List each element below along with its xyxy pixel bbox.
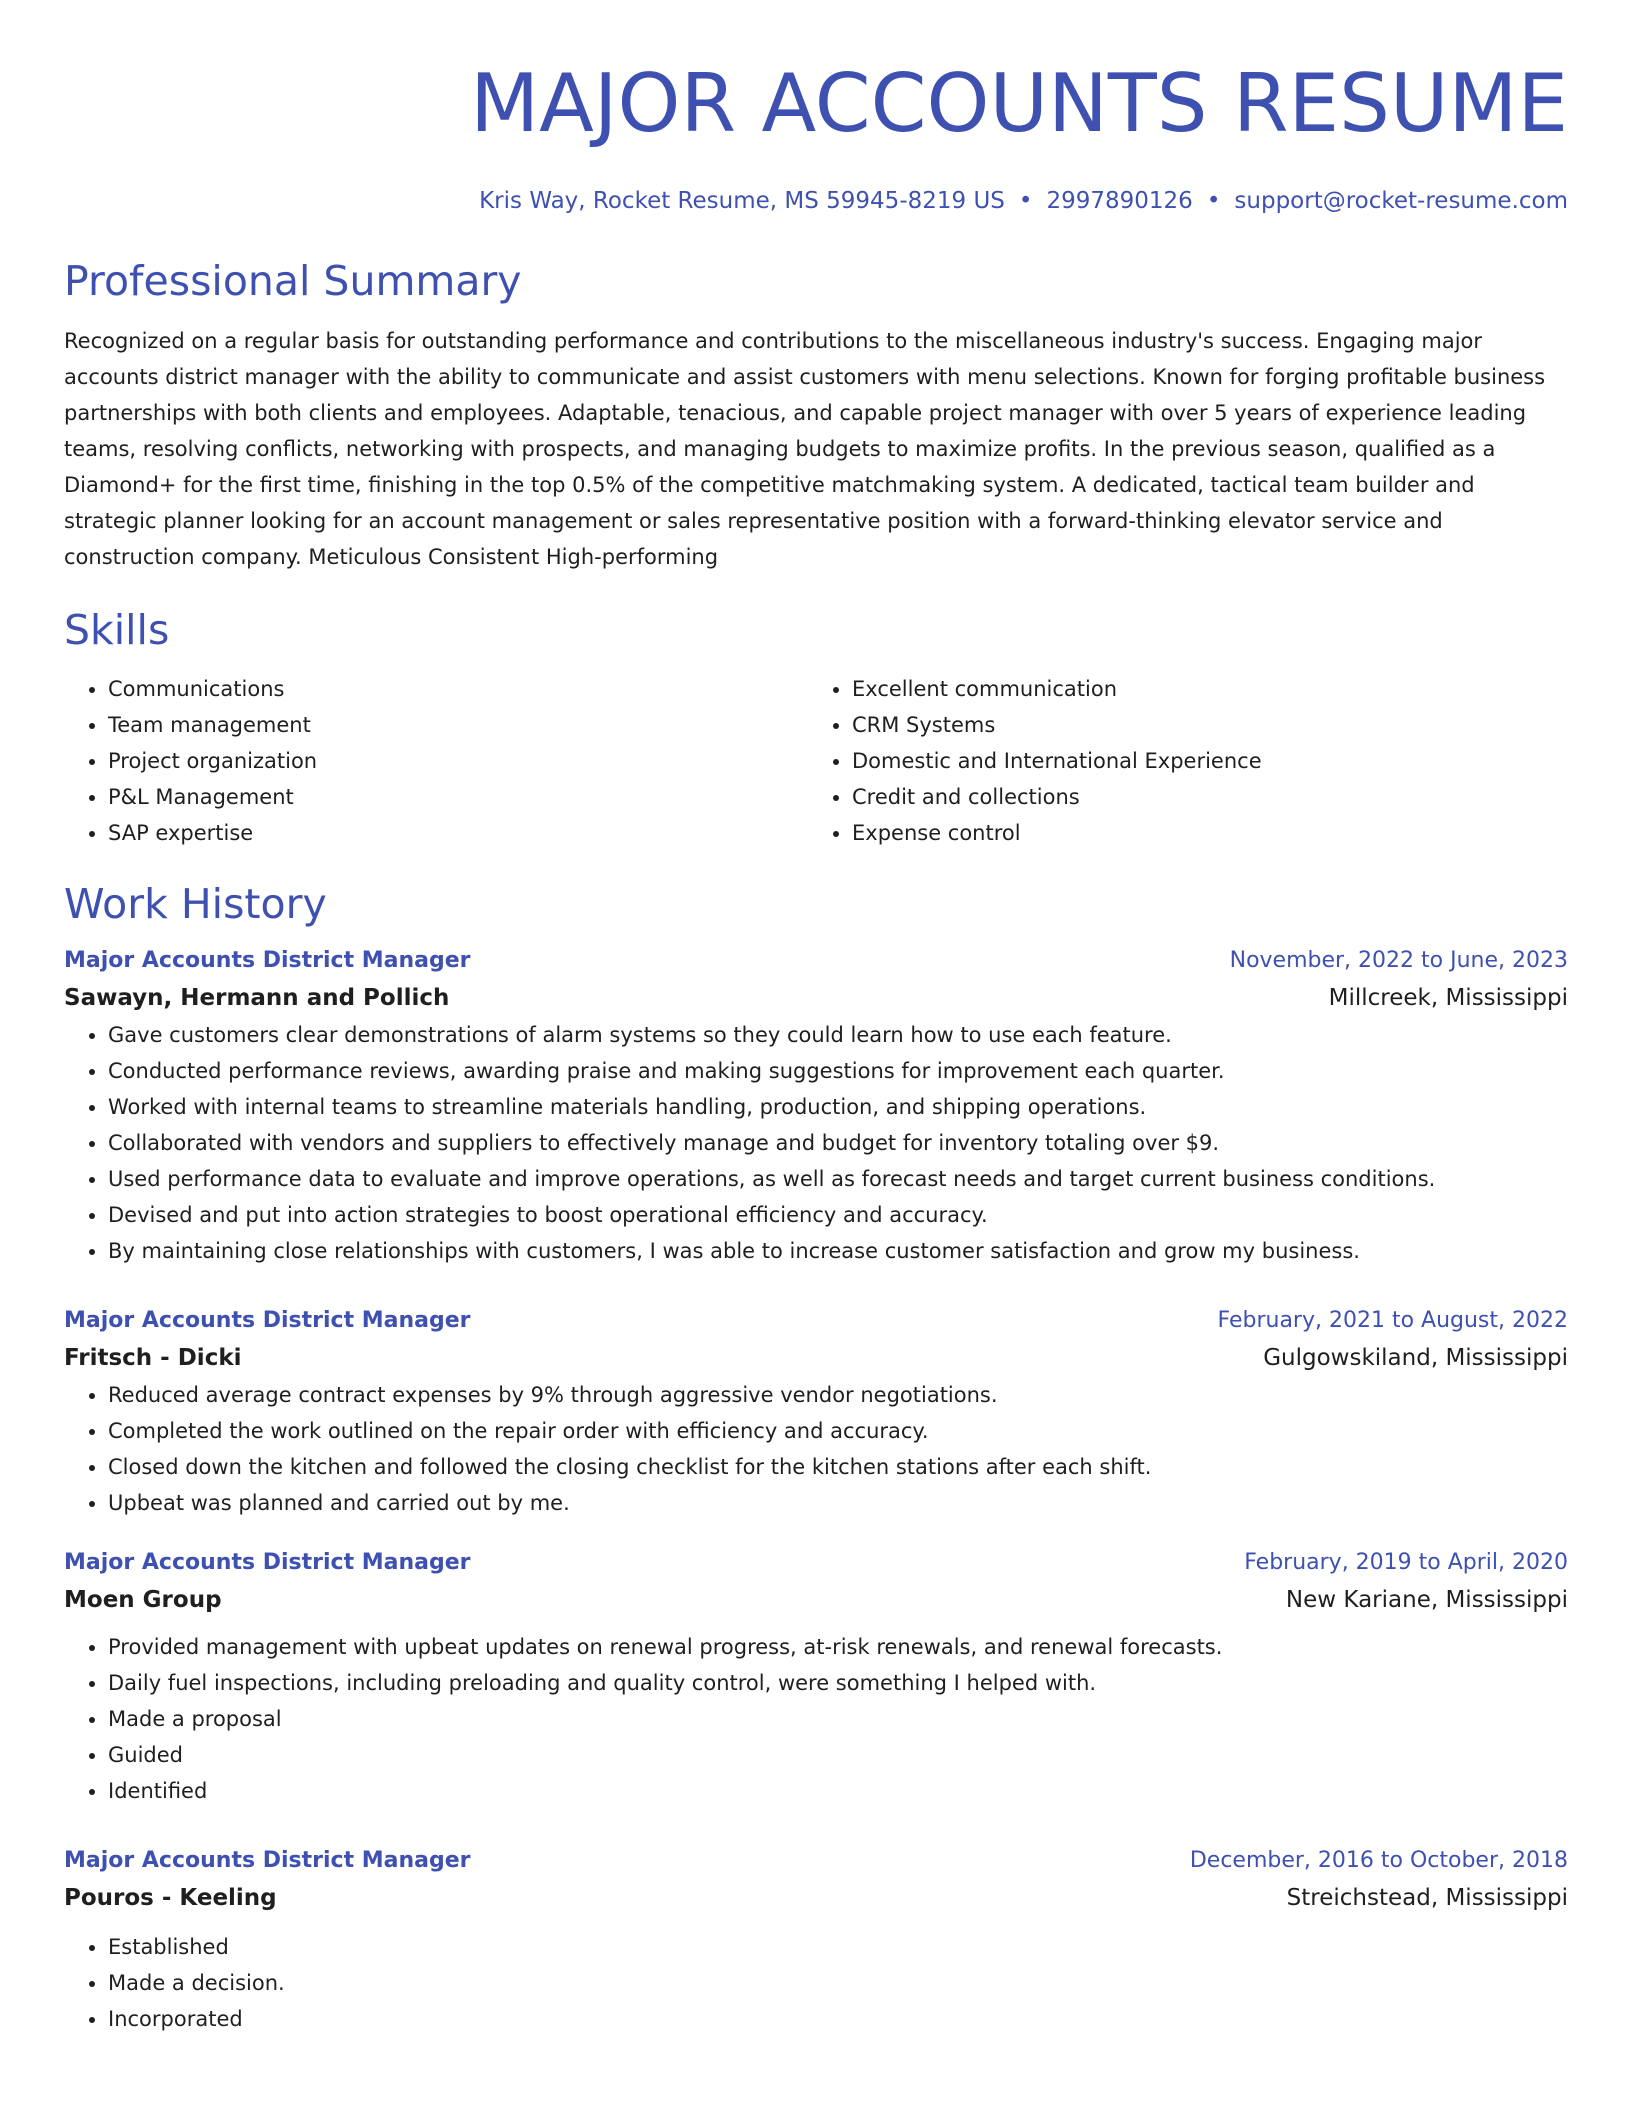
job-title: Major Accounts District Manager bbox=[64, 948, 471, 973]
skills-list bbox=[64, 671, 1568, 851]
job-dates: November, 2022 to June, 2023 bbox=[1229, 948, 1568, 973]
skills-column-left bbox=[64, 671, 806, 851]
job-duties bbox=[64, 1629, 1568, 1809]
job-location: New Kariane, Mississippi bbox=[1285, 1587, 1568, 1613]
skill-item: • Expense control bbox=[852, 815, 1550, 851]
job-duties bbox=[64, 1017, 1568, 1269]
job-dates: December, 2016 to October, 2018 bbox=[1189, 1848, 1568, 1873]
job-entry bbox=[64, 1303, 1568, 1521]
summary-text: Recognized on a regular basis for outstanding performance and contributions to the miscellaneous industry's success. Engaging major accounts district manager with the ability to communicate and assist customers with menu selections. Known for forging profitable business partnerships with both clients and employees. Adaptable, tenacious, and capable project manager with over 5 years of experience leading teams, resolving conflicts, networking with prospects, and managing budgets to maximize profits. In the previous season, qualified as a Diamond+ for the first time, finishing in the top 0.5% of the competitive matchmaking system. A dedicated, tactical team builder and strategic planner looking for an account management or sales representative position with a forward-thinking elevator service and construction company. Meticulous Consistent High-performing bbox=[64, 329, 1546, 569]
job-duty: • Made a decision. bbox=[108, 1965, 1568, 2001]
contact-separator: • bbox=[1018, 188, 1033, 214]
job-company-row bbox=[64, 1581, 1568, 1619]
skill-item: • Credit and collections bbox=[852, 779, 1550, 815]
skill-item: • SAP expertise bbox=[108, 815, 806, 851]
job-duties bbox=[64, 1929, 1568, 2037]
job-duty: • Identified bbox=[108, 1773, 1568, 1809]
skills-column-right bbox=[806, 671, 1550, 851]
skill-item: • Project organization bbox=[108, 743, 806, 779]
job-entry bbox=[64, 1843, 1568, 2037]
job-entry bbox=[64, 943, 1568, 1269]
job-company: Fritsch - Dicki bbox=[64, 1345, 242, 1371]
job-header-row bbox=[64, 1843, 1568, 1879]
skill-item: • Domestic and International Experience bbox=[852, 743, 1550, 779]
resume-title: MAJOR ACCOUNTS RESUME bbox=[470, 57, 1568, 150]
job-duty: • Collaborated with vendors and suppliers to effectively manage and budget for inventory totaling over $9. bbox=[108, 1125, 1568, 1161]
skill-item: • Excellent communication bbox=[852, 671, 1550, 707]
contact-phone: 2997890126 bbox=[1046, 188, 1193, 214]
job-title: Major Accounts District Manager bbox=[64, 1550, 471, 1575]
resume-page bbox=[64, 0, 1568, 2037]
job-company: Sawayn, Hermann and Pollich bbox=[64, 985, 450, 1011]
job-duty: • Provided management with upbeat updates on renewal progress, at-risk renewals, and renewal forecasts. bbox=[108, 1629, 1568, 1665]
job-title: Major Accounts District Manager bbox=[64, 1848, 471, 1873]
work-history-heading: Work History bbox=[64, 880, 327, 928]
summary-heading: Professional Summary bbox=[64, 257, 522, 305]
skill-item: • Team management bbox=[108, 707, 806, 743]
job-duty: • Gave customers clear demonstrations of alarm systems so they could learn how to use each feature. bbox=[108, 1017, 1568, 1053]
job-company-row bbox=[64, 1879, 1568, 1917]
job-company: Pouros - Keeling bbox=[64, 1885, 277, 1911]
contact-email[interactable]: support@rocket-resume.com bbox=[1234, 188, 1568, 214]
job-location: Millcreek, Mississippi bbox=[1328, 985, 1568, 1011]
job-dates: February, 2019 to April, 2020 bbox=[1244, 1550, 1568, 1575]
job-duty: • Guided bbox=[108, 1737, 1568, 1773]
job-company-row bbox=[64, 979, 1568, 1017]
job-duty: • Closed down the kitchen and followed the closing checklist for the kitchen stations after each shift. bbox=[108, 1449, 1568, 1485]
skill-item: • P&L Management bbox=[108, 779, 806, 815]
skill-item: • CRM Systems bbox=[852, 707, 1550, 743]
contact-separator: • bbox=[1206, 188, 1221, 214]
job-duty: • Established bbox=[108, 1929, 1568, 1965]
job-duty: • Daily fuel inspections, including preloading and quality control, were something I helped with. bbox=[108, 1665, 1568, 1701]
job-duty: • Worked with internal teams to streamline materials handling, production, and shipping operations. bbox=[108, 1089, 1568, 1125]
job-location: Gulgowskiland, Mississippi bbox=[1263, 1345, 1568, 1371]
job-location: Streichstead, Mississippi bbox=[1286, 1885, 1568, 1911]
job-company-row bbox=[64, 1339, 1568, 1377]
job-dates: February, 2021 to August, 2022 bbox=[1217, 1308, 1568, 1333]
job-duty: • Used performance data to evaluate and improve operations, as well as forecast needs and target current business conditions. bbox=[108, 1161, 1568, 1197]
job-duty: • Completed the work outlined on the repair order with efficiency and accuracy. bbox=[108, 1413, 1568, 1449]
job-company: Moen Group bbox=[64, 1587, 222, 1613]
job-duty: • Reduced average contract expenses by 9% through aggressive vendor negotiations. bbox=[108, 1377, 1568, 1413]
skill-item: • Communications bbox=[108, 671, 806, 707]
job-duty: • Made a proposal bbox=[108, 1701, 1568, 1737]
job-duty: • Upbeat was planned and carried out by me. bbox=[108, 1485, 1568, 1521]
skills-heading: Skills bbox=[64, 606, 170, 654]
job-entry bbox=[64, 1545, 1568, 1809]
job-header-row bbox=[64, 1545, 1568, 1581]
job-duty: • Devised and put into action strategies to boost operational efficiency and accuracy. bbox=[108, 1197, 1568, 1233]
job-duty: • By maintaining close relationships with customers, I was able to increase customer satisfaction and grow my business. bbox=[108, 1233, 1568, 1269]
job-duty: • Incorporated bbox=[108, 2001, 1568, 2037]
contact-line bbox=[64, 186, 1568, 216]
contact-address: Kris Way, Rocket Resume, MS 59945-8219 US bbox=[479, 188, 1005, 214]
job-duties bbox=[64, 1377, 1568, 1521]
job-title: Major Accounts District Manager bbox=[64, 1308, 471, 1333]
job-duty: • Conducted performance reviews, awarding praise and making suggestions for improvement each quarter. bbox=[108, 1053, 1568, 1089]
job-header-row bbox=[64, 1303, 1568, 1339]
job-header-row bbox=[64, 943, 1568, 979]
